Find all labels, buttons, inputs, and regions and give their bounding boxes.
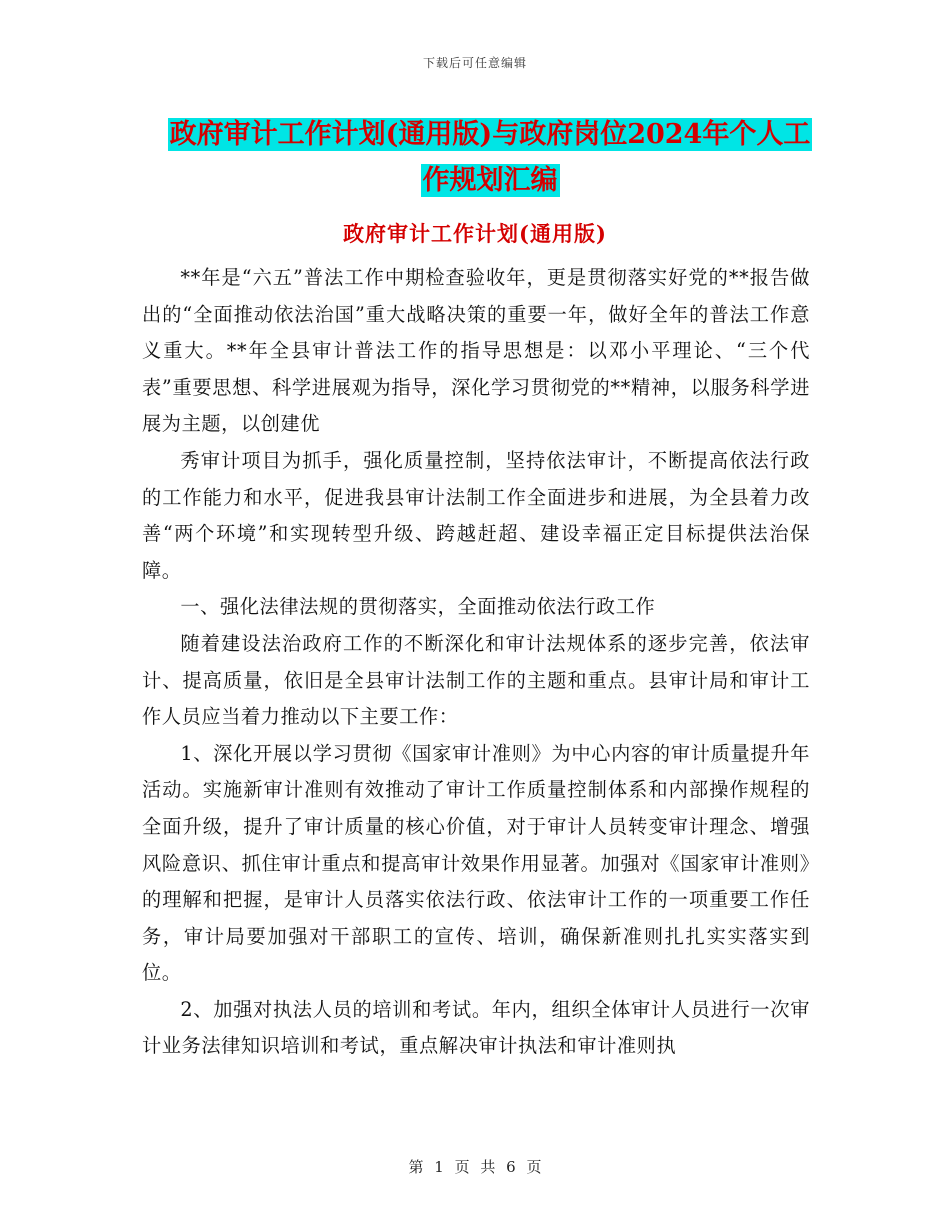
document-title-line-1: 政府审计工作计划(通用版)与政府岗位2024年个人工 (169, 119, 811, 150)
document-body (142, 260, 810, 1065)
paragraph-1: **年是“六五”普法工作中期检查验收年，更是贯彻落实好党的**报告做出的“全面推动依法治国”重大战略决策的重要一年，做好全年的普法工作意义重大。**年全县审计普法工作的指导思想是：以邓小平理论、“三个代表”重要思想、科学进展观为指导，深化学习贯彻党的**精神，以服务科学进展为主题，以创建优 (142, 266, 810, 436)
paragraph-2: 秀审计项目为抓手，强化质量控制，坚持依法审计，不断提高依法行政的工作能力和水平，促进我县审计法制工作全面进步和进展，为全县着力改善“两个环境”和实现转型升级、跨越赶超、建设幸福正定目标提供法治保障。 (142, 448, 810, 582)
page-header-note: 下载后可任意编辑 (422, 56, 527, 70)
paragraph-3-heading: 一、强化法律法规的贯彻落实，全面推动依法行政工作 (180, 595, 656, 619)
paragraph-4: 随着建设法治政府工作的不断深化和审计法规体系的逐步完善，依法审计、提高质量，依旧是全县审计法制工作的主题和重点。县审计局和审计工作人员应当着力推动以下主要工作： (142, 631, 810, 729)
page-number: 第 1 页 共 6 页 (408, 1158, 542, 1176)
document-title (140, 112, 840, 204)
section-title: 政府审计工作计划(通用版) (343, 221, 607, 246)
paragraph-5: 1、深化开展以学习贯彻《国家审计准则》为中心内容的审计质量提升年活动。实施新审计准则有效推动了审计工作质量控制体系和内部操作规程的全面升级，提升了审计质量的核心价值，对于审计人员转变审计理念、增强风险意识、抓住审计重点和提高审计效果作用显著。加强对《国家审计准则》的理解和把握，是审计人员落实依法行政、依法审计工作的一项重要工作任务，审计局要加强对干部职工的宣传、培训，确保新准则扎扎实实落实到位。 (142, 741, 810, 985)
document-title-line-2: 作规划汇编 (422, 165, 558, 196)
paragraph-6: 2、加强对执法人员的培训和考试。年内，组织全体审计人员进行一次审计业务法律知识培训和考试，重点解决审计执法和审计准则执 (142, 997, 810, 1058)
